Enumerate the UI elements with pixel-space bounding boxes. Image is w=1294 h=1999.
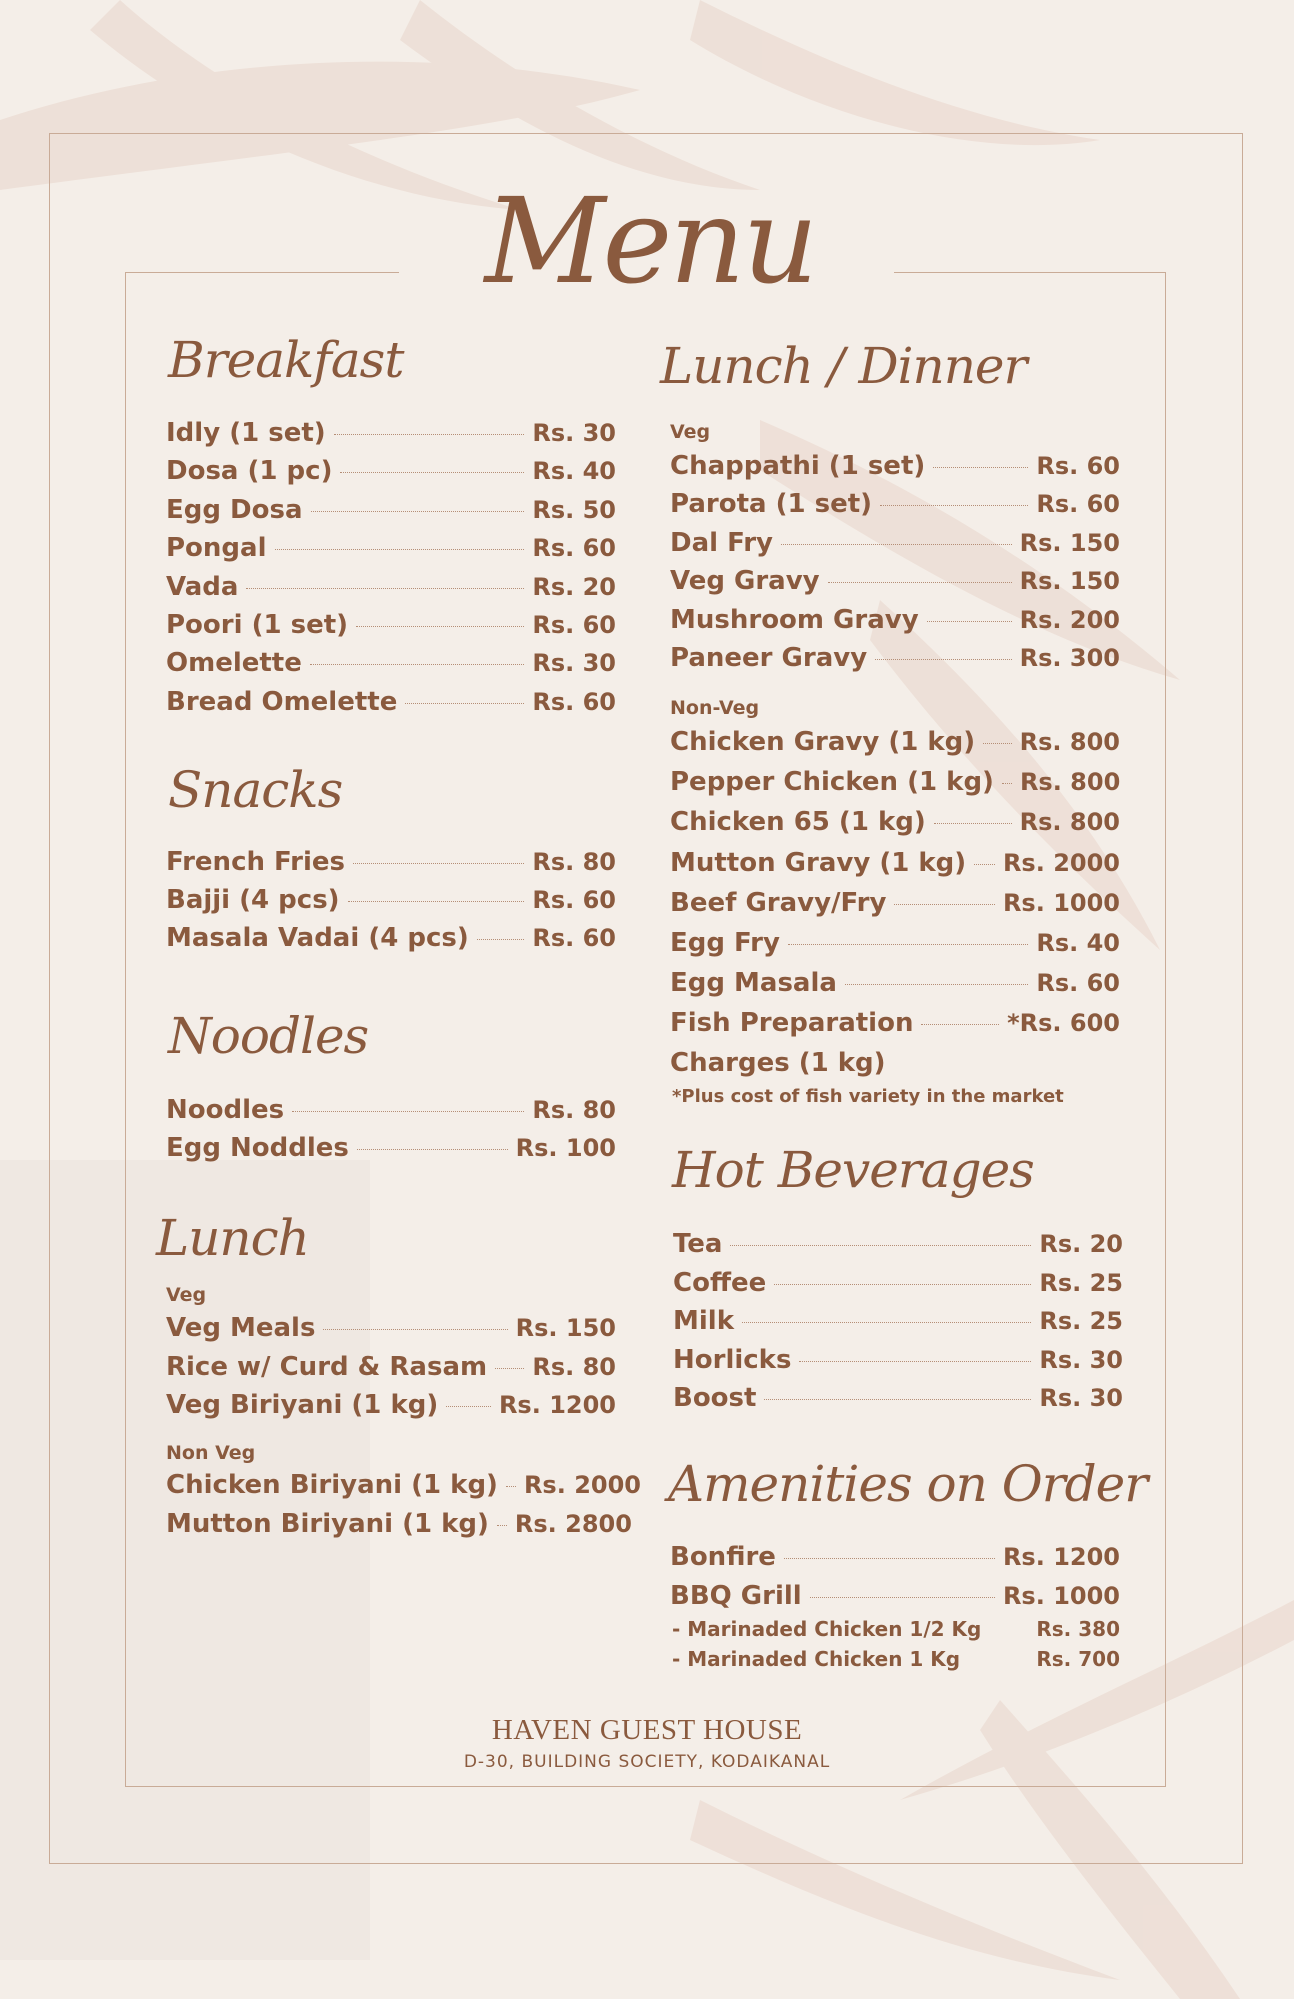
fish-note: *Plus cost of fish variety in the market (672, 1086, 1064, 1107)
dotted-leader (933, 467, 1028, 468)
menu-item-name: Poori (1 set) (166, 610, 349, 640)
menu-item-row (670, 928, 1120, 962)
menu-item-row (166, 1133, 616, 1167)
dotted-leader (506, 1486, 516, 1487)
menu-item-row (670, 1542, 1120, 1576)
dotted-leader (894, 904, 995, 905)
menu-item-price: Rs. 25 (1039, 1307, 1123, 1335)
menu-item-row (672, 1617, 1120, 1651)
menu-item-row (670, 848, 1120, 882)
menu-item-row (673, 1229, 1123, 1263)
menu-item-price: Rs. 300 (1019, 644, 1120, 672)
dotted-leader (983, 743, 1011, 744)
menu-item-name: Chicken 65 (1 kg) (670, 807, 926, 838)
menu-item-price: Rs. 60 (532, 687, 616, 716)
menu-item-row (166, 923, 616, 957)
menu-item-name: BBQ Grill (670, 1580, 802, 1611)
menu-item-price: Rs. 60 (1036, 452, 1120, 480)
menu-item-row (166, 1095, 616, 1129)
menu-item-name: Coffee (673, 1267, 767, 1298)
snacks-title: Snacks (168, 761, 343, 819)
dotted-leader (764, 1399, 1031, 1400)
menu-item-name: Mushroom Gravy (670, 604, 919, 635)
menu-item-name: Noodles (166, 1095, 285, 1125)
menu-item-name: Parota (1 set) (670, 489, 873, 520)
dotted-leader (742, 1322, 1031, 1323)
noodles-title: Noodles (168, 1007, 369, 1065)
menu-item-row (670, 528, 1120, 562)
menu-item-row (670, 727, 1120, 761)
menu-item-price: Rs. 30 (532, 649, 616, 678)
dotted-leader (357, 1149, 508, 1150)
menu-item-price: Rs. 20 (532, 572, 616, 601)
menu-item-price: Rs. 80 (532, 1352, 616, 1381)
menu-item-name: Idly (1 set) (166, 418, 326, 448)
menu-item-price: Rs. 2000 (523, 1471, 641, 1499)
menu-item-row (670, 566, 1120, 600)
dotted-leader (323, 1329, 507, 1330)
dotted-leader (310, 664, 524, 665)
menu-item-price: Rs. 30 (532, 419, 616, 447)
menu-item-row (673, 1383, 1123, 1417)
menu-item-name: Egg Noddles (166, 1133, 349, 1163)
lunch-nonveg-label: Non Veg (166, 1442, 256, 1464)
menu-item-price: Rs. 80 (532, 1096, 616, 1124)
dotted-leader (934, 823, 1012, 824)
menu-item-name: Rice w/ Curd & Rasam (166, 1351, 488, 1382)
menu-item-name: Egg Fry (670, 928, 780, 958)
menu-item-row (670, 1008, 1120, 1042)
menu-item-price: Rs. 30 (1039, 1384, 1123, 1412)
menu-item-price: Rs. 60 (532, 534, 616, 563)
dotted-leader (356, 626, 524, 627)
dotted-leader (275, 549, 525, 550)
lunch-dinner-veg-label: Veg (670, 421, 711, 443)
dotted-leader (875, 659, 1011, 660)
menu-item-price: Rs. 150 (515, 1314, 616, 1342)
dotted-leader (927, 621, 1012, 622)
menu-item-row (670, 643, 1120, 677)
dotted-leader (353, 863, 524, 864)
menu-item-name: Veg Gravy (670, 566, 820, 597)
menu-item-row (673, 1268, 1123, 1302)
dotted-leader (340, 472, 524, 473)
dotted-leader (348, 901, 525, 902)
menu-item-name: Mutton Gravy (1 kg) (670, 847, 967, 878)
dotted-leader (446, 1406, 491, 1407)
menu-item-price: Rs. 40 (1036, 929, 1120, 957)
menu-item-row (670, 807, 1120, 841)
menu-item-name: - Marinaded Chicken 1/2 Kg (672, 1617, 982, 1641)
dotted-leader (334, 434, 525, 435)
dotted-leader (845, 984, 1028, 985)
inner-border-top-right (894, 272, 1166, 273)
menu-item-name: Egg Dosa (166, 494, 303, 525)
menu-item-row (166, 610, 616, 644)
menu-item-row (166, 885, 616, 919)
menu-item-name: - Marinaded Chicken 1 Kg (672, 1647, 961, 1671)
menu-item-row (166, 648, 616, 682)
menu-item-name: Horlicks (673, 1344, 792, 1375)
dotted-leader (799, 1361, 1031, 1362)
menu-item-name: Bonfire (670, 1542, 776, 1572)
menu-item-row (166, 847, 616, 881)
dotted-leader (921, 1024, 999, 1025)
menu-item-name: Dal Fry (670, 527, 773, 558)
dotted-leader (784, 1558, 995, 1559)
dotted-leader (405, 703, 524, 704)
dotted-leader (974, 864, 995, 865)
menu-item-row (166, 418, 616, 452)
menu-item-price: Rs. 800 (1019, 768, 1121, 797)
menu-item-price: Rs. 30 (1039, 1345, 1123, 1374)
dotted-leader (495, 1368, 524, 1369)
menu-item-name: Omelette (166, 648, 302, 679)
menu-item-price: Rs. 60 (1036, 969, 1120, 998)
menu-item-name: Veg Meals (166, 1313, 316, 1343)
menu-item-row (673, 1345, 1123, 1379)
menu-item-row (670, 888, 1120, 922)
menu-item-row (166, 687, 616, 721)
dotted-leader (880, 505, 1028, 506)
menu-item-row (670, 451, 1120, 485)
menu-item-row (670, 968, 1120, 1002)
menu-item-price: Rs. 1000 (1002, 1581, 1120, 1610)
menu-item-row (166, 1508, 632, 1543)
menu-item-price: Rs. 25 (1039, 1268, 1123, 1297)
amenities-title: Amenities on Order (668, 1455, 1148, 1513)
dotted-leader (497, 1525, 507, 1526)
menu-item-price: Rs. 80 (532, 848, 616, 876)
dotted-leader (1002, 783, 1012, 784)
dotted-leader (788, 944, 1028, 945)
menu-item-name: Tea (673, 1229, 723, 1259)
menu-item-row (670, 1581, 1120, 1615)
menu-item-row (166, 1470, 641, 1504)
menu-item-name: Beef Gravy/Fry (670, 887, 887, 918)
menu-item-price: Rs. 60 (532, 886, 616, 914)
menu-item-price: Rs. 2800 (514, 1509, 632, 1538)
inner-border-top-left (125, 272, 399, 273)
menu-item-name: Chicken Gravy (1 kg) (670, 727, 976, 757)
menu-item-price: Rs. 1200 (1002, 1543, 1120, 1571)
menu-item-row (166, 1390, 616, 1424)
menu-item-price: Rs. 60 (532, 611, 616, 639)
menu-item-price: Rs. 200 (1019, 605, 1120, 634)
menu-item-row (166, 1313, 616, 1347)
menu-item-name: Dosa (1 pc) (166, 456, 333, 487)
menu-item-name: Pepper Chicken (1 kg) (670, 767, 994, 798)
menu-item-row (166, 1352, 616, 1386)
menu-item-price: Rs. 2000 (1002, 848, 1120, 877)
hot-beverages-title: Hot Beverages (672, 1141, 1034, 1199)
menu-item-name: Chappathi (1 set) (670, 451, 926, 481)
menu-item-name: Masala Vadai (4 pcs) (166, 923, 469, 953)
menu-item-name: Fish Preparation (670, 1008, 914, 1039)
menu-item-name: Pongal (166, 533, 267, 564)
menu-item-name: Vada (166, 571, 239, 602)
menu-item-price: Rs. 150 (1019, 567, 1120, 596)
dotted-leader (730, 1245, 1031, 1246)
menu-item-row (670, 605, 1120, 639)
menu-item-price: Rs. 800 (1019, 808, 1120, 837)
menu-item-name: Bajji (4 pcs) (166, 885, 340, 915)
lunch-dinner-title: Lunch / Dinner (660, 337, 1027, 395)
menu-item-row (672, 1647, 1120, 1681)
menu-item-row (166, 495, 616, 529)
menu-item-price: *Rs. 600 (1007, 1009, 1120, 1038)
menu-item-price: Rs. 1200 (498, 1391, 616, 1419)
menu-item-name: Mutton Biriyani (1 kg) (166, 1508, 489, 1539)
lunch-dinner-nonveg-label: Non-Veg (670, 697, 760, 719)
breakfast-title: Breakfast (168, 331, 404, 389)
dotted-leader (292, 1111, 524, 1112)
menu-item-price: Rs. 100 (515, 1134, 616, 1162)
fish-charges-line (670, 1048, 1120, 1082)
menu-item-price: Rs. 50 (532, 495, 616, 524)
menu-item-price: Rs. 700 (1036, 1647, 1120, 1671)
menu-item-name: French Fries (166, 847, 345, 877)
menu-item-price: Rs. 1000 (1002, 888, 1120, 917)
menu-item-row (166, 533, 616, 567)
dotted-leader (477, 939, 525, 940)
menu-title: Menu (484, 172, 816, 310)
dotted-leader (828, 582, 1012, 583)
menu-item-price: Rs. 380 (1036, 1617, 1120, 1641)
dotted-leader (311, 511, 525, 512)
menu-item-name: Paneer Gravy (670, 643, 868, 673)
menu-item-name: Bread Omelette (166, 686, 398, 717)
menu-item-row (166, 572, 616, 606)
menu-item-row (166, 456, 616, 490)
lunch-veg-label: Veg (166, 1284, 207, 1306)
menu-item-name: Egg Masala (670, 968, 837, 999)
lunch-title: Lunch (156, 1209, 309, 1267)
menu-item-price: Rs. 60 (532, 924, 616, 952)
dotted-leader (781, 544, 1012, 545)
menu-item-price: Rs. 20 (1039, 1230, 1123, 1258)
footer-address: D-30, BUILDING SOCIETY, KODAIKANAL (463, 1752, 831, 1772)
menu-item-price: Rs. 60 (1036, 490, 1120, 519)
fish-charges-text: Charges (1 kg) (670, 1048, 886, 1078)
footer-business-name: HAVEN GUEST HOUSE (491, 1714, 803, 1746)
dotted-leader (774, 1284, 1031, 1285)
menu-item-name: Chicken Biriyani (1 kg) (166, 1470, 498, 1500)
menu-item-name: Veg Biriyani (1 kg) (166, 1390, 439, 1420)
dotted-leader (810, 1597, 995, 1598)
menu-item-price: Rs. 800 (1019, 728, 1120, 756)
menu-item-row (670, 767, 1120, 801)
menu-item-price: Rs. 150 (1019, 528, 1120, 557)
dotted-leader (246, 588, 524, 589)
menu-item-row (670, 489, 1120, 523)
menu-item-name: Boost (673, 1383, 757, 1413)
menu-item-price: Rs. 40 (532, 457, 616, 486)
menu-item-name: Milk (673, 1306, 734, 1336)
menu-item-row (673, 1306, 1123, 1340)
